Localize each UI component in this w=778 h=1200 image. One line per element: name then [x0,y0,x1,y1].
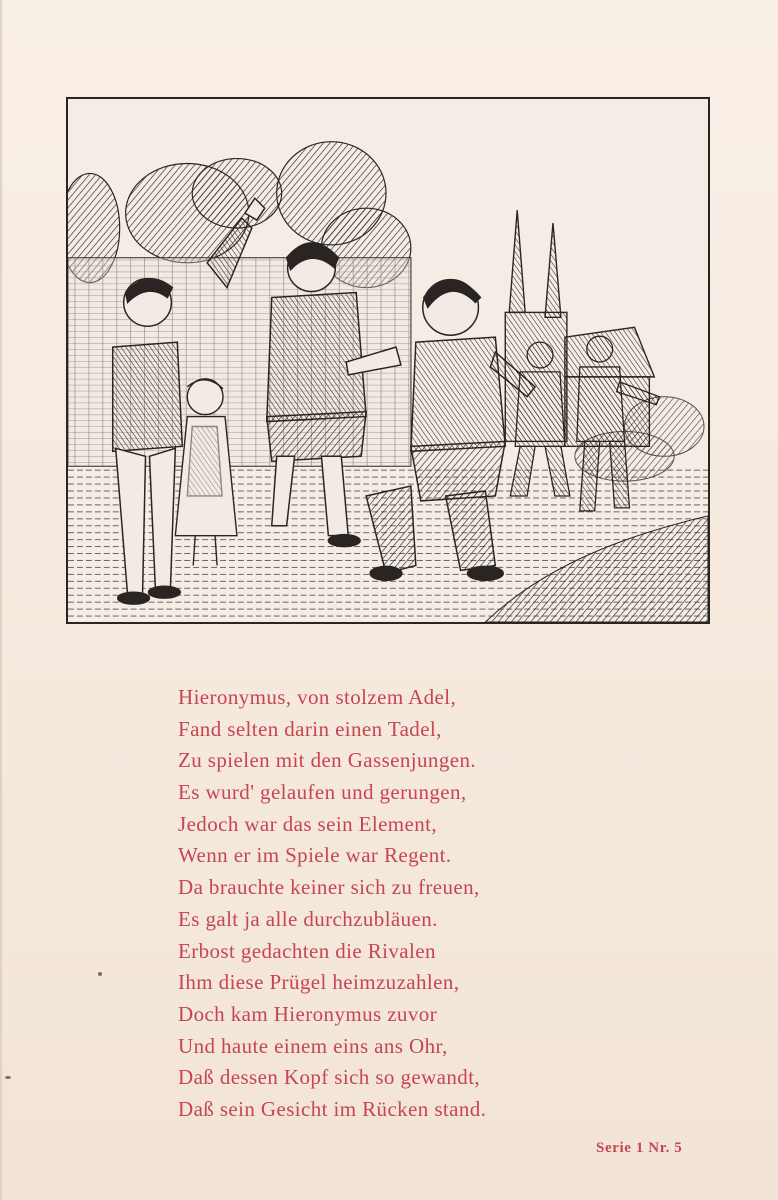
poem-line: Doch kam Hieronymus zuvor [178,1001,438,1026]
poem-line: Wenn er im Spiele war Regent. [178,843,452,868]
paper-speck [5,1076,11,1079]
poem-line: Es wurd' gelaufen und gerungen, [178,780,467,805]
poem-line: Jedoch war das sein Element, [178,811,438,836]
paper-speck [98,972,102,976]
series-number: Serie 1 Nr. 5 [596,1140,683,1156]
poem [178,682,648,1126]
poem-line: Hieronymus, von stolzem Adel, [178,685,457,709]
poem-line: Und haute einem eins ans Ohr, [178,1033,448,1058]
card-edge [0,0,3,1200]
poem-line: Es galt ja alle durchzubläuen. [178,906,438,931]
illustration-engraving [68,99,708,622]
illustration-frame [66,97,710,624]
poem-line: Daß dessen Kopf sich so gewandt, [178,1065,481,1090]
poem-line: Fand selten darin einen Tadel, [178,716,442,741]
poem-line: Erbost gedachten die Rivalen [178,938,436,963]
poem-line: Zu spielen mit den Gassenjungen. [178,748,476,773]
poem-line: Ihm diese Prügel heimzuzahlen, [178,970,460,995]
poem-line: Daß sein Gesicht im Rücken stand. [178,1096,487,1121]
poem-line: Da brauchte keiner sich zu freuen, [178,875,480,900]
